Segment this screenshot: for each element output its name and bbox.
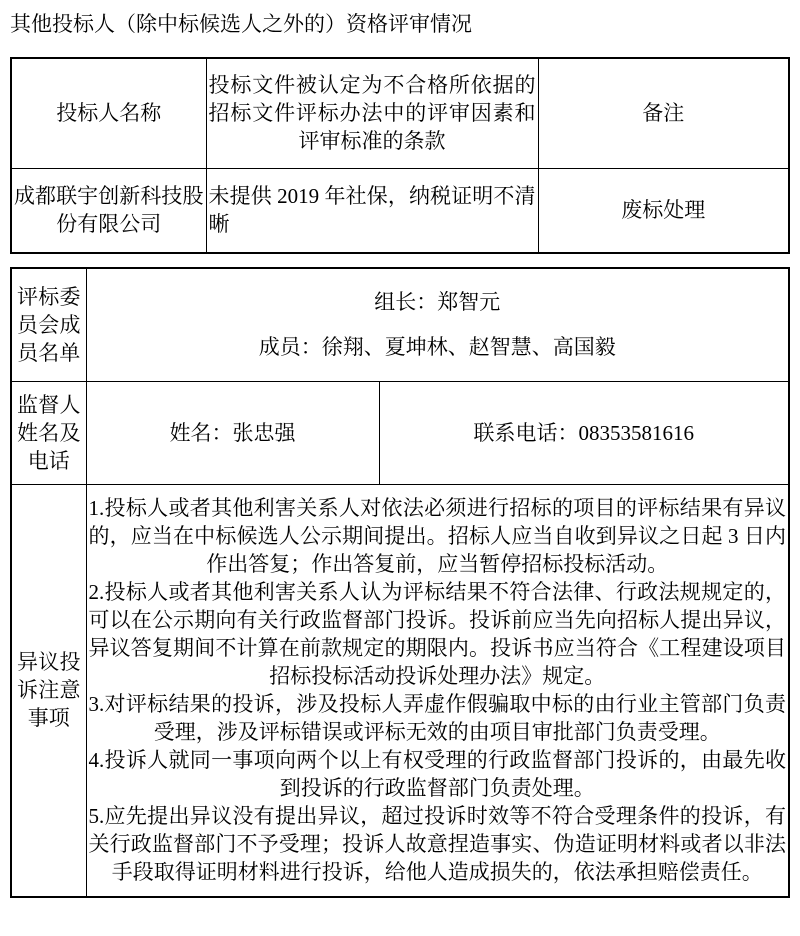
objection-label: 异议投诉注意事项 xyxy=(11,484,86,897)
supervisor-label: 监督人姓名及电话 xyxy=(11,381,86,484)
supervisor-phone-cell: 联系电话：08353581616 xyxy=(379,381,789,484)
remark-cell: 废标处理 xyxy=(538,168,789,253)
rejection-reason-cell: 未提供 2019 年社保，纳税证明不清晰 xyxy=(206,168,538,253)
page-title: 其他投标人（除中标候选人之外的）资格评审情况 xyxy=(10,12,472,36)
objection-item-3: 3.对评标结果的投诉，涉及投标人弄虚作假骗取中标的由行业主管部门负责受理，涉及评标错误或评标无效的由项目审批部门负责受理。 xyxy=(88,692,786,745)
objection-item-1: 1.投标人或者其他利害关系人对依法必须进行招标的项目的评标结果有异议的，应当在中标候选人公示期间提出。招标人应当自收到异议之日起 3 日内作出答复；作出答复前，应当暂停招标投标活动。 xyxy=(88,496,786,577)
qualification-review-table xyxy=(10,57,790,254)
committee-members: 成员：徐翔、夏坤林、赵智慧、高国毅 xyxy=(258,335,616,360)
header-remark: 备注 xyxy=(538,58,789,168)
objection-item-4: 4.投诉人就同一事项向两个以上有权受理的行政监督部门投诉的，由最先收到投诉的行政监督部门负责处理。 xyxy=(88,748,786,801)
supervisor-name-cell: 姓名：张忠强 xyxy=(86,381,379,484)
objection-item-2: 2.投标人或者其他利害关系人认为评标结果不符合法律、行政法规规定的，可以在公示期向有关行政监督部门投诉。投诉前应当先向招标人提出异议，异议答复期间不计算在前款规定的期限内。投诉书应当符合《工程建设项目招标投标活动投诉处理办法》规定。 xyxy=(88,580,786,689)
header-rejection-reason: 投标文件被认定为不合格所依据的招标文件评标办法中的评审因素和评审标准的条款 xyxy=(206,58,538,168)
supervisor-row xyxy=(11,381,789,484)
objection-items-cell xyxy=(86,484,789,897)
evaluation-info-table xyxy=(10,267,790,898)
committee-members-cell xyxy=(86,268,789,381)
qualification-header-row xyxy=(11,58,789,168)
committee-leader: 组长：郑智元 xyxy=(374,290,501,315)
qualification-data-row xyxy=(11,168,789,253)
committee-label: 评标委员会成员名单 xyxy=(11,268,86,381)
bidder-name-cell: 成都联宇创新科技股份有限公司 xyxy=(11,168,206,253)
objection-row xyxy=(11,484,789,897)
committee-row xyxy=(11,268,789,381)
header-bidder-name: 投标人名称 xyxy=(11,58,206,168)
objection-item-5: 5.应先提出异议没有提出异议，超过投诉时效等不符合受理条件的投诉，有关行政监督部门不予受理；投诉人故意捏造事实、伪造证明材料或者以非法手段取得证明材料进行投诉，给他人造成损失的，依法承担赔偿责任。 xyxy=(88,804,786,885)
